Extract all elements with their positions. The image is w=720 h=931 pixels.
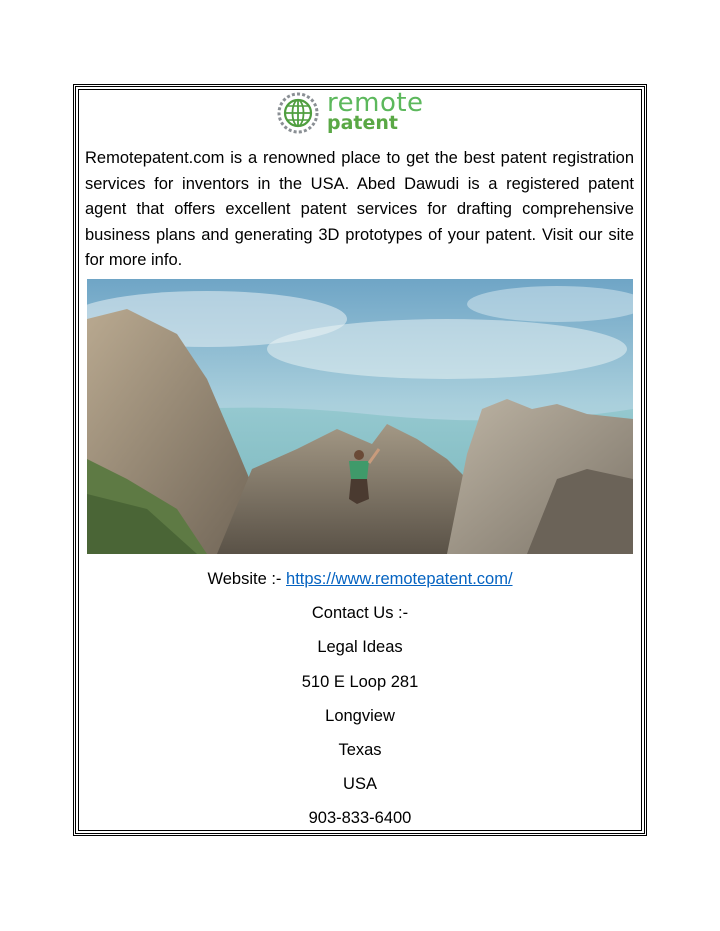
intro-paragraph: Remotepatent.com is a renowned place to get the best patent registration services for inventors in the USA. Abed Dawudi is a registered patent agent that offers excellent patent services for drafting comprehensive business plans and generating 3D prototypes of your patent. Visit our site for more info. bbox=[85, 149, 634, 269]
remote-patent-logo bbox=[275, 88, 455, 138]
city: Longview bbox=[325, 707, 395, 725]
contact-heading: Contact Us :- bbox=[311, 604, 409, 622]
logo-word-patent: patent bbox=[327, 112, 398, 134]
logo-word-remote: remote bbox=[327, 88, 424, 118]
globe-icon bbox=[275, 90, 321, 136]
phone-number: 903-833-6400 bbox=[308, 809, 412, 827]
company-name: Legal Ideas bbox=[317, 638, 403, 656]
street-address: 510 E Loop 281 bbox=[301, 673, 419, 691]
hero-image bbox=[87, 279, 633, 554]
website-line bbox=[78, 569, 642, 589]
mountain-climber-photo bbox=[87, 279, 633, 554]
website-link[interactable]: https://www.remotepatent.com/ bbox=[286, 570, 513, 588]
state: Texas bbox=[338, 741, 382, 759]
website-label: Website :- bbox=[207, 570, 287, 588]
country: USA bbox=[343, 775, 377, 793]
